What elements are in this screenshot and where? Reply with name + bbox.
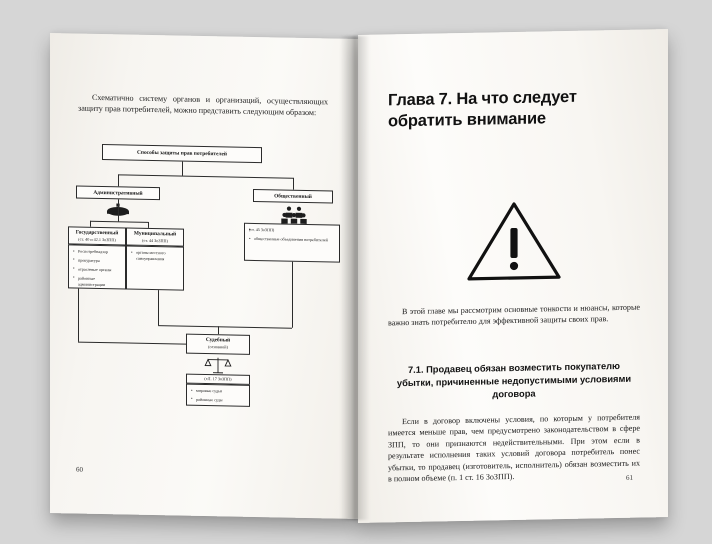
people-group-icon [280,205,308,224]
right-page [358,29,668,523]
chapter-title: Глава 7. На что следует обратить внимание [388,87,577,131]
book-gutter-shadow [340,36,370,520]
diagram-list-state-bodies: • Роспотребнадзор • прокуратура • отраслевые органы • районные администрации [68,244,126,289]
diagram-list-courts: • мировые судьи • районные суды [186,384,250,407]
connector-admin-icon-down [118,199,119,221]
chapter-lead-paragraph: В этой главе мы рассмотрим основные тонкости и нюансы, которые важно знать потребителю для эффективной защиты своих прав. [388,302,640,328]
diagram-list-municipal-bodies: • органы местного самоуправления [126,246,184,291]
connector-public-to-court [292,262,293,328]
connector-public-down [293,178,294,190]
diagram-node-public: Общественный [253,189,333,204]
left-page-number: 60 [76,465,83,474]
public-code-label: • (ст. 45 ЗоЗПП) [249,227,336,235]
section-body-paragraph: Если в договор включены условия, по которым у потребителя имеется меньше прав, чем предусмотрено законодательством в сфере ЗПП, то они признаются недействительными. При этом если в результате исполнения таких условий договора потребитель понес убытки, то продавец (изготовитель, исполнитель) обязан возместить их в полном объеме (п. 1 ст. 16 ЗоЗПП). [388,412,640,484]
diagram-node-root: Способы защиты прав потребителей [102,144,262,163]
connector-admin-split [90,221,148,223]
scales-of-justice-icon [204,356,232,375]
connector-state-to-court [78,289,79,342]
connector-root-down [182,162,183,176]
diagram-list-public-associations: • (ст. 45 ЗоЗПП) • общественные объединения потребителей [244,223,340,263]
diagram-node-judicial: Судебный (основной) [186,334,250,355]
left-page [50,33,358,519]
connector-court-collect-right [158,325,292,329]
connector-municipal-to-court [158,290,159,325]
section-title: 7.1. Продавец обязан возместить покупателю убытки, причиненные недопустимыми условиями договора [396,360,632,400]
right-page-number: 61 [626,473,633,482]
warning-triangle-exclamation-icon [466,199,562,283]
left-page-intro-paragraph: Схематично систему органов и организаций, осуществляющих защиту прав потребителей, можно представить следующим образом: [78,92,328,118]
connector-root-spread [118,174,293,178]
diagram-node-municipal: Муниципальный (ст. 44 ЗоЗПП) [126,228,184,247]
connector-court-down [218,326,219,334]
diagram-node-judicial-code: (сЛ. 17 ЗоЗПП) [186,374,250,385]
diagram-node-state: Государственный (ст. 40 и 42.1 ЗоЗПП) [68,226,126,245]
connector-admin-down [118,174,119,186]
open-book [40,14,676,530]
rights-protection-diagram [68,141,340,416]
diagram-node-administrative: Административный [76,186,160,201]
